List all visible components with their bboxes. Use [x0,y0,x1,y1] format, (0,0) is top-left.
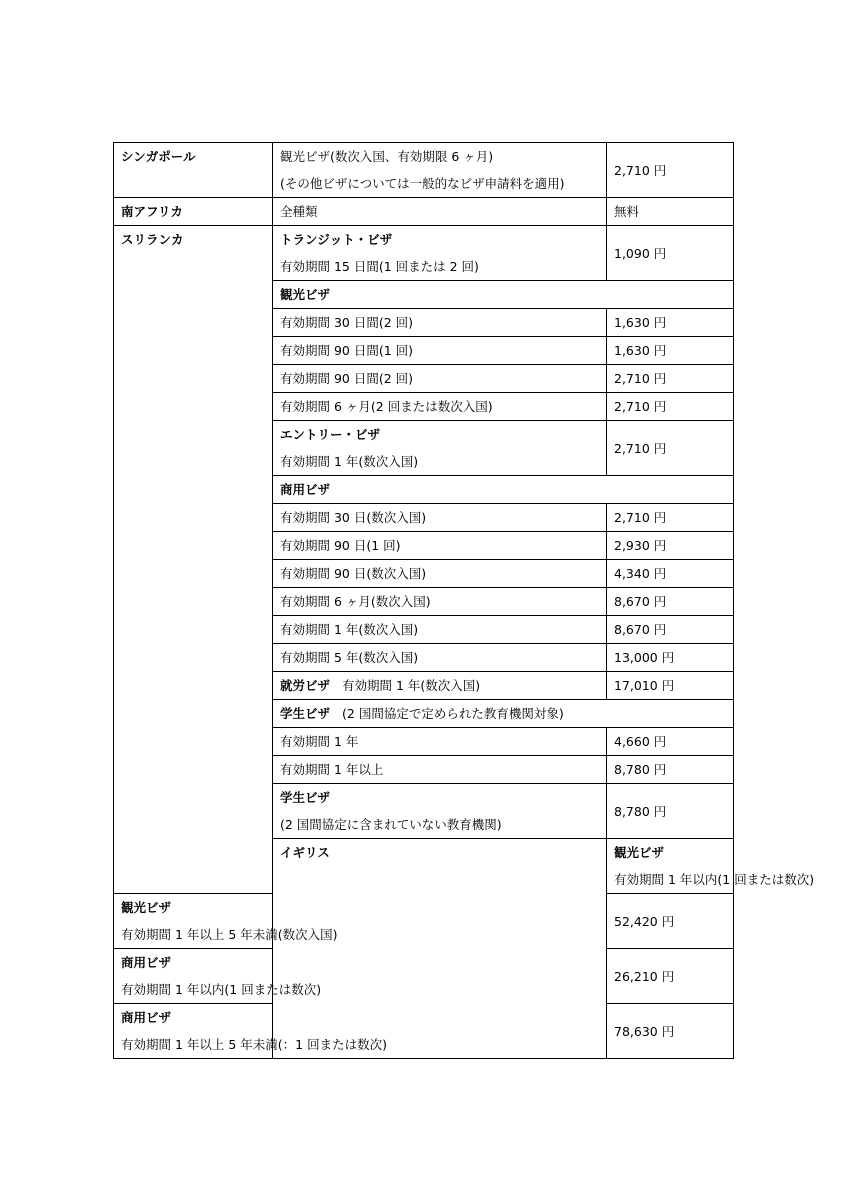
description-line: 有効期間 1 年以内(1 回または数次) [121,982,322,997]
visa-fee-table [113,142,815,1059]
fee-value: 8,780 円 [607,784,734,839]
fee-value: 2,710 円 [607,143,734,198]
table-row [114,226,734,281]
fee-value: 52,420 円 [607,894,734,949]
fee-value: 78,630 円 [607,1004,734,1059]
table-row [114,198,734,226]
country-name: 南アフリカ [114,198,273,226]
visa-description: 有効期間 1 年以上 [273,756,607,784]
visa-description: 有効期間 90 日間(2 回) [273,365,607,393]
fee-value: 2,710 円 [607,421,734,476]
description-line: 有効期間 1 年以内(1 回または数次) [614,872,815,887]
fee-value: 2,710 円 [607,504,734,532]
country-name: シンガポール [114,143,273,198]
fee-value: 4,660 円 [607,728,734,756]
fee-value: 13,000 円 [607,644,734,672]
visa-type-title: 観光ビザ [121,900,172,915]
visa-description: 有効期間 30 日間(2 回) [273,309,607,337]
description-line: 有効期間 15 日間(1 回または 2 回) [280,259,479,274]
visa-description: 有効期間 90 日(1 回) [273,532,607,560]
visa-description: 全種類 [273,198,607,226]
visa-description [607,839,815,894]
visa-description [114,1004,387,1059]
country-name: イギリス [273,839,607,1059]
description-line: (2 国間協定に含まれていない教育機関) [280,817,502,832]
visa-type-title: 学生ビザ [280,790,331,805]
description-line: 有効期間 1 年以上 5 年未満(数次入国) [121,927,338,942]
visa-description: 有効期間 30 日(数次入国) [273,504,607,532]
visa-description: 有効期間 5 年(数次入国) [273,644,607,672]
fee-value: 無料 [607,198,734,226]
visa-type-title: 就労ビザ [280,678,331,693]
fee-value: 2,710 円 [607,393,734,421]
visa-type-title: 観光ビザ [614,845,665,860]
fee-value: 1,630 円 [607,309,734,337]
fee-value: 8,780 円 [607,756,734,784]
visa-category-header: 観光ビザ [273,281,734,309]
description-line: (2 国間協定で定められた教育機関対象) [342,706,564,721]
description-line: 有効期間 1 年(数次入国) [342,678,481,693]
fee-value: 4,340 円 [607,560,734,588]
description-line: (その他ビザについては一般的なビザ申請料を適用) [280,176,565,191]
visa-description [114,894,338,949]
visa-description [273,784,607,839]
visa-description: 有効期間 1 年 [273,728,607,756]
fee-value: 8,670 円 [607,616,734,644]
visa-description [114,949,322,1004]
visa-type-title: 学生ビザ [280,706,331,721]
visa-description: 有効期間 90 日(数次入国) [273,560,607,588]
visa-description: 有効期間 6 ヶ月(2 回または数次入国) [273,393,607,421]
description-line: 有効期間 1 年以上 5 年未満(：1 回または数次) [121,1037,387,1052]
visa-description [273,226,607,281]
visa-description [273,672,607,700]
visa-description: 有効期間 6 ヶ月(数次入国) [273,588,607,616]
description-line: 有効期間 1 年(数次入国) [280,454,419,469]
table-row [114,143,734,198]
visa-description [273,143,607,198]
visa-type-title: トランジット・ビザ [280,232,393,247]
visa-type-title: 商用ビザ [121,955,172,970]
description-line: 観光ビザ(数次入国、有効期限 6 ヶ月) [280,149,494,164]
country-name: スリランカ [114,226,273,894]
visa-category-header [273,700,734,728]
visa-description: 有効期間 90 日間(1 回) [273,337,607,365]
visa-description [273,421,607,476]
fee-value: 8,670 円 [607,588,734,616]
visa-type-title: エントリー・ビザ [280,427,381,442]
fee-value: 17,010 円 [607,672,734,700]
visa-category-header: 商用ビザ [273,476,734,504]
fee-value: 26,210 円 [607,949,734,1004]
fee-value: 2,930 円 [607,532,734,560]
fee-value: 1,630 円 [607,337,734,365]
visa-type-title: 商用ビザ [121,1010,172,1025]
fee-value: 2,710 円 [607,365,734,393]
visa-description: 有効期間 1 年(数次入国) [273,616,607,644]
fee-value: 1,090 円 [607,226,734,281]
